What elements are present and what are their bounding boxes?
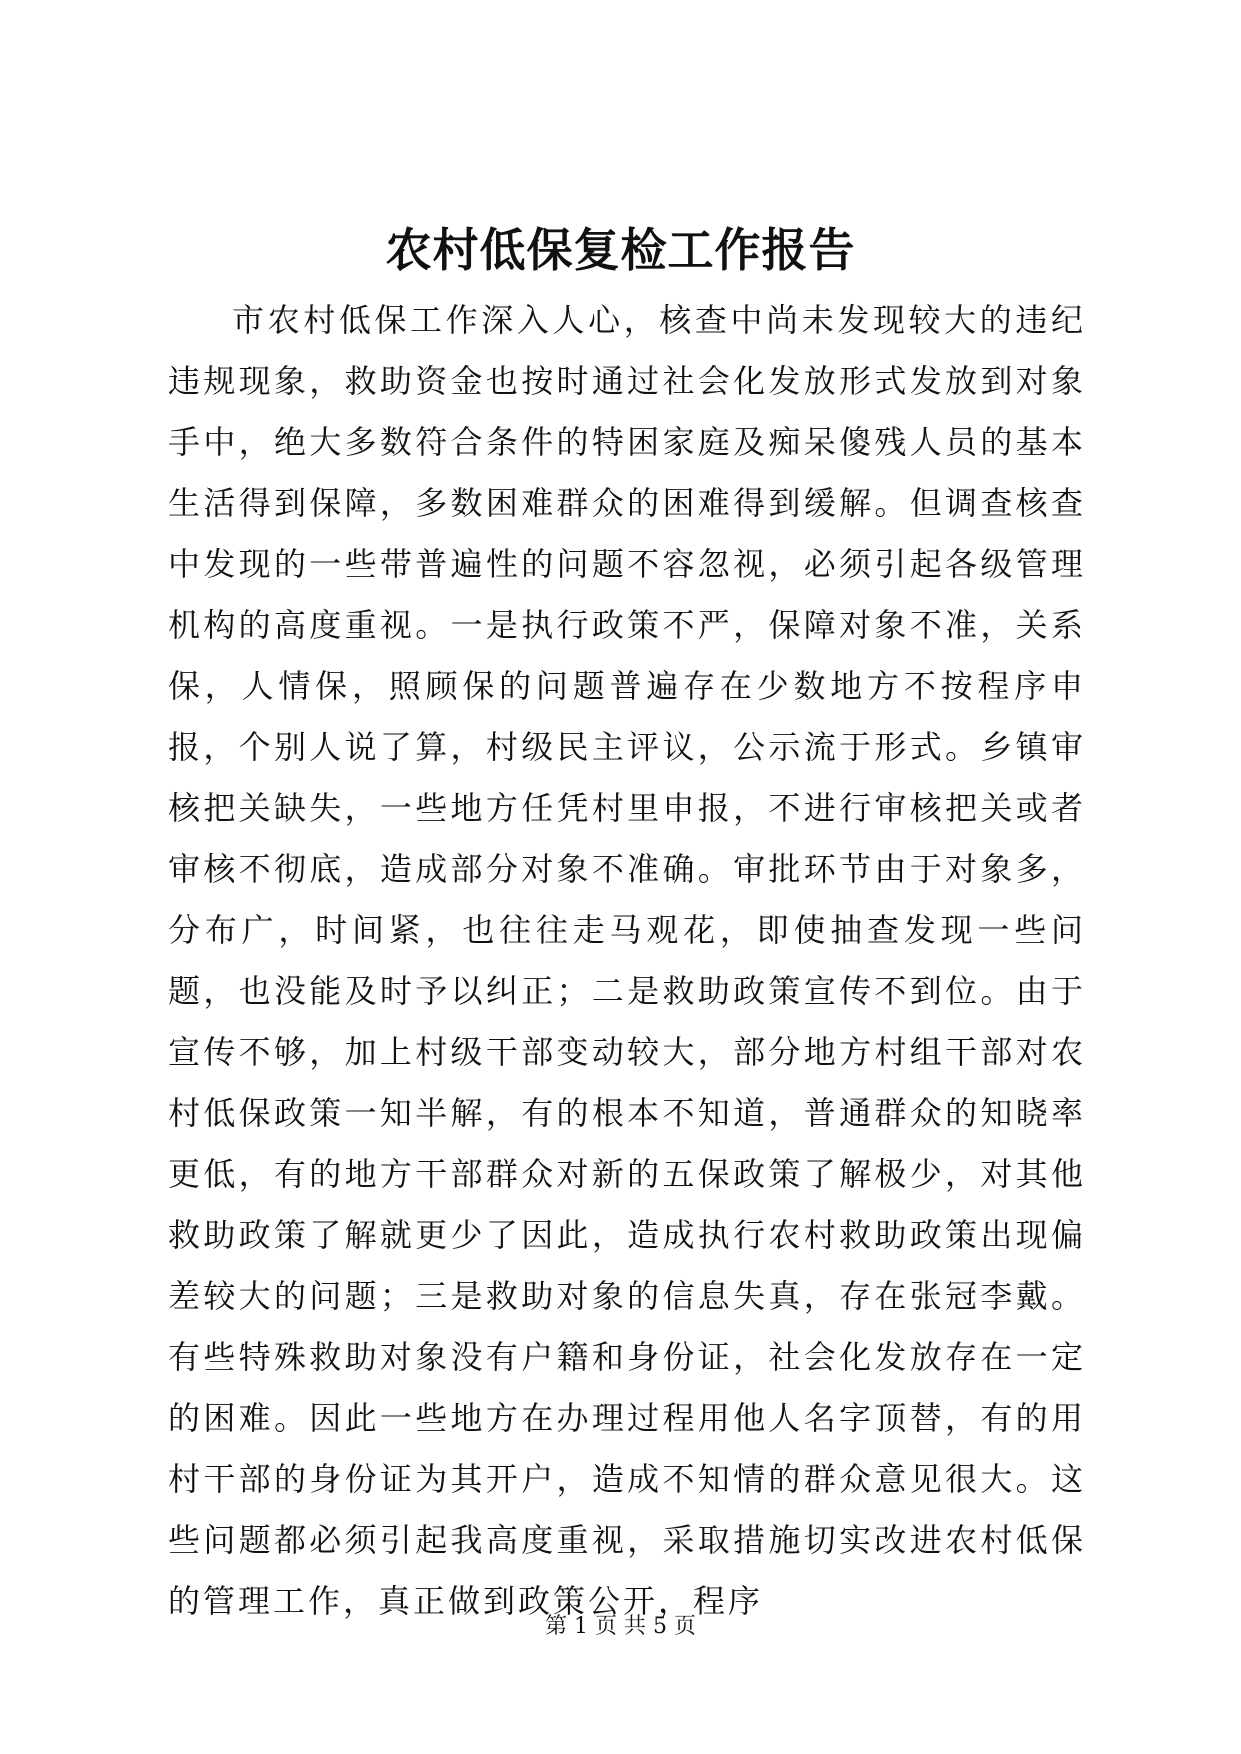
page-number: 第 1 页 共 5 页 [545,1614,696,1639]
body-paragraph: 市农村低保工作深入人心，核查中尚未发现较大的违纪违规现象，救助资金也按时通过社会化发放形式发放到对象手中，绝大多数符合条件的特困家庭及痴呆傻残人员的基本生活得到保障，多数困难群众的困难得到缓解。但调查核查中发现的一些带普遍性的问题不容忽视，必须引起各级管理机构的高度重视。一是执行政策不严，保障对象不准，关系保，人情保，照顾保的问题普遍存在少数地方不按程序申报，个别人说了算，村级民主评议，公示流于形式。乡镇审核把关缺失，一些地方任凭村里申报，不进行审核把关或者审核不彻底，造成部分对象不准确。审批环节由于对象多，分布广，时间紧，也往往走马观花，即使抽查发现一些问题，也没能及时予以纠正；二是救助政策宣传不到位。由于宣传不够，加上村级干部变动较大，部分地方村组干部对农村低保政策一知半解，有的根本不知道，普通群众的知晓率更低，有的地方干部群众对新的五保政策了解极少，对其他救助政策了解就更少了因此，造成执行农村救助政策出现偏差较大的问题；三是救助对象的信息失真，存在张冠李戴。有些特殊救助对象没有户籍和身份证，社会化发放存在一定的困难。因此一些地方在办理过程用他人名字顶替，有的用村干部的身份证为其开户，造成不知情的群众意见很大。这些问题都必须引起我高度重视，采取措施切实改进农村低保的管理工作，真正做到政策公开，程序 [168,301,1086,1620]
page-title: 农村低保复检工作报告 [385,223,856,277]
